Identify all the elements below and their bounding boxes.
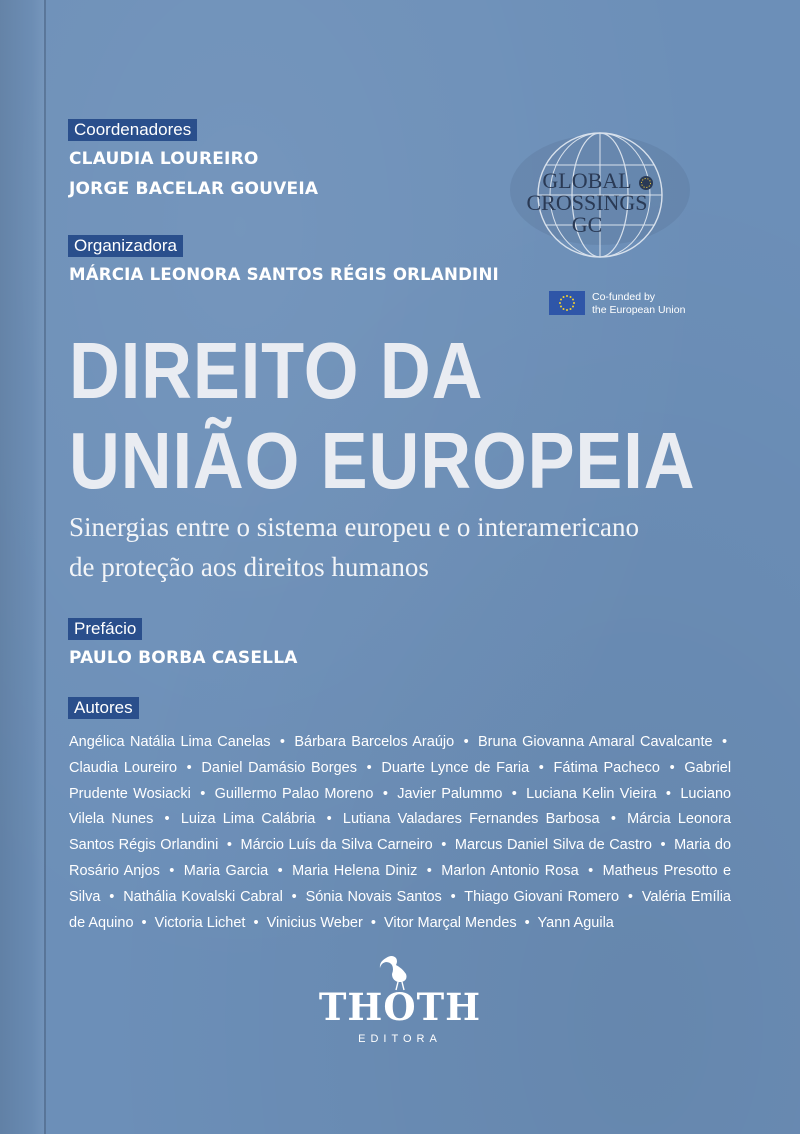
author-separator: •	[279, 734, 285, 750]
author-separator: •	[169, 862, 175, 879]
organizer-label: Organizadora	[68, 235, 183, 257]
logo-line: GC	[571, 212, 603, 237]
coordinator-name: CLAUDIA LOUREIRO	[69, 149, 259, 169]
author-name: Maria Helena Diniz	[292, 862, 418, 879]
author-separator: •	[366, 759, 372, 776]
author-name: Vitor Marçal Mendes	[383, 914, 517, 931]
author-separator: •	[426, 862, 432, 879]
author-name: Marcus Daniel Silva de Castro	[454, 837, 652, 854]
author-separator: •	[450, 888, 456, 905]
eu-flag-icon	[549, 291, 585, 315]
author-separator: •	[665, 785, 671, 802]
eu-funding-line: Co-funded by	[592, 291, 656, 303]
author-name: Luiza Lima Calábria	[180, 811, 316, 828]
author-separator: •	[277, 862, 283, 879]
author-name: Claudia Loureiro	[69, 759, 178, 776]
author-name: Márcio Luís da Silva Carneiro	[240, 837, 433, 854]
author-separator: •	[370, 914, 376, 931]
subtitle-line-1: Sinergias entre o sistema europeu e o interamericano	[69, 512, 640, 542]
authors-label: Autores	[68, 697, 139, 719]
spine-crease	[44, 0, 46, 1134]
author-name: Márcia Leonora Santos Régis Orlandini	[69, 811, 732, 854]
book-spine-shadow	[0, 0, 46, 1134]
author-name: Gabriel Prudente Wosiacki	[69, 759, 732, 802]
logo-line: CROSSINGS	[526, 190, 648, 215]
book-title-line-2: UNIÃO EUROPEIA	[69, 416, 696, 505]
author-name: Luciano Vilela Nunes	[69, 785, 732, 828]
publisher-name: THOTH	[318, 985, 482, 1029]
eu-funding-line: the European Union	[592, 304, 686, 316]
author-separator: •	[610, 811, 616, 828]
author-name: Matheus Presotto e Silva	[69, 862, 732, 905]
author-name: Fátima Pacheco	[553, 759, 660, 776]
author-separator: •	[164, 811, 170, 828]
publisher-subtitle: EDITORA	[358, 1033, 442, 1045]
global-crossings-wordmark	[512, 170, 662, 236]
author-separator: •	[141, 914, 147, 931]
author-name: Maria Garcia	[183, 862, 269, 879]
coordinators-label: Coordenadores	[68, 119, 197, 141]
author-name: Yann Aguila	[537, 914, 614, 931]
author-separator: •	[721, 734, 728, 750]
author-name: Valéria Emília de Aquino	[69, 888, 731, 931]
author-name: Daniel Damásio Borges	[201, 759, 357, 776]
author-separator: •	[326, 811, 332, 828]
author-separator: •	[669, 759, 675, 776]
author-name: Marlon Antonio Rosa	[441, 862, 579, 879]
author-separator: •	[109, 888, 115, 905]
author-separator: •	[588, 862, 594, 879]
author-separator: •	[627, 888, 633, 905]
authors-list	[69, 730, 731, 936]
author-name: Guillermo Palao Moreno	[214, 785, 374, 802]
preface-author-name: PAULO BORBA CASELLA	[69, 648, 298, 668]
author-separator: •	[291, 888, 297, 905]
subtitle-line-2: de proteção aos direitos humanos	[69, 552, 429, 582]
author-separator: •	[660, 837, 666, 854]
author-separator: •	[524, 914, 530, 931]
author-name: Lutiana Valadares Fernandes Barbosa	[342, 811, 600, 828]
author-name: Duarte Lynce de Faria	[381, 759, 530, 776]
preface-label: Prefácio	[68, 618, 142, 640]
author-name: Bruna Giovanna Amaral Cavalcante	[478, 734, 713, 750]
author-name: Victoria Lichet	[154, 914, 246, 931]
author-separator: •	[226, 837, 232, 854]
author-name: Vinicius Weber	[266, 914, 363, 931]
author-name: Nathália Kovalski Cabral	[123, 888, 283, 905]
author-separator: •	[538, 759, 544, 776]
author-separator: •	[200, 785, 206, 802]
author-name: Thiago Giovani Romero	[464, 888, 620, 905]
author-name: Maria do Rosário Anjos	[69, 837, 732, 879]
author-name: Luciana Kelin Vieira	[526, 785, 657, 802]
author-name: Bárbara Barcelos Araújo	[294, 734, 455, 750]
author-name: Sónia Novais Santos	[305, 888, 442, 905]
author-name: Angélica Natália Lima Canelas	[69, 734, 271, 750]
author-separator: •	[253, 914, 259, 931]
author-separator: •	[511, 785, 517, 802]
eu-funding-text	[592, 291, 685, 317]
author-separator: •	[441, 837, 447, 854]
author-separator: •	[382, 785, 388, 802]
author-separator: •	[186, 759, 192, 776]
organizer-name: MÁRCIA LEONORA SANTOS RÉGIS ORLANDINI	[69, 265, 499, 285]
logo-line: GLOBAL	[542, 168, 632, 193]
author-name: Javier Palummo	[397, 785, 503, 802]
book-title-line-1: DIREITO DA	[69, 326, 484, 415]
author-separator: •	[463, 734, 469, 750]
coordinator-name: JORGE BACELAR GOUVEIA	[69, 179, 319, 199]
